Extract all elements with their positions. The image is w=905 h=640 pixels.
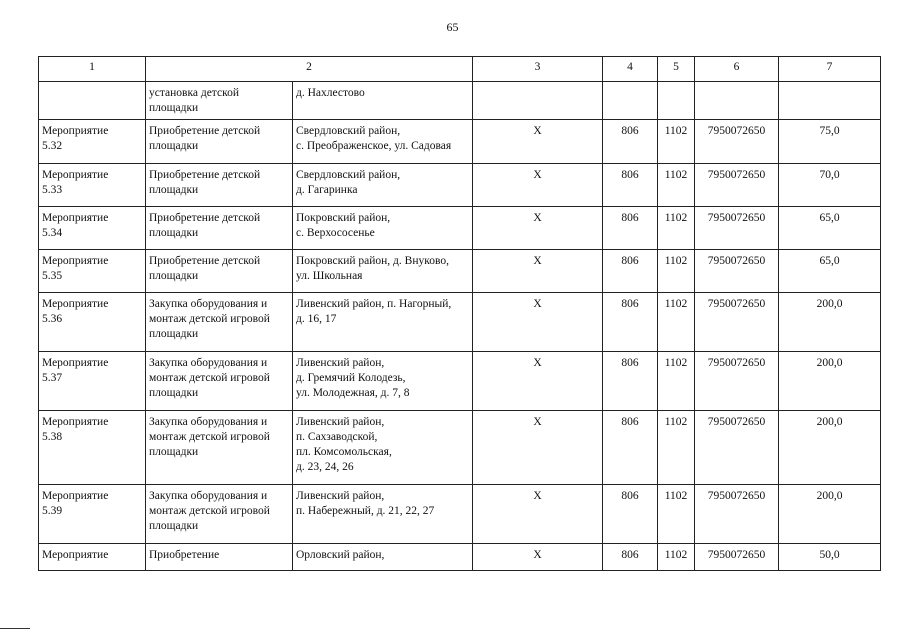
table-row [39,485,881,544]
col3-cell-text: X [533,357,542,369]
col5-cell [658,250,695,293]
name-cell [146,485,293,544]
table-row [39,293,881,352]
col6-cell-text: 7950072650 [707,549,766,561]
location-cell-text: Ливенский район, п. Сахзаводской, пл. Комсомольская, д. 23, 24, 26 [296,416,392,473]
col5-cell-text: 1102 [664,125,688,137]
event-cell [39,293,146,352]
col5-cell-text: 1102 [664,357,688,369]
col4-cell-text: 806 [621,255,639,267]
col7-cell-text: 200,0 [816,298,843,310]
name-cell-text: установка детской площадки [149,87,239,114]
col5-cell-text: 1102 [664,255,688,267]
name-cell [146,544,293,571]
name-cell-text: Закупка оборудования и монтаж детской игровой площадки [149,416,270,458]
header-row [39,57,881,82]
name-cell [146,120,293,164]
col4-cell [603,207,658,250]
col3-cell [473,120,603,164]
scan-mark [0,628,30,631]
col5-cell [658,544,695,571]
location-cell [293,544,473,571]
col6-cell-text: 7950072650 [707,416,766,428]
location-cell [293,250,473,293]
event-cell-text: Мероприятие 5.35 [42,255,109,282]
table-row [39,411,881,485]
location-cell-text: д. Нахлестово [296,87,365,99]
col4-cell-text: 806 [621,357,639,369]
event-cell [39,207,146,250]
col3-cell [473,485,603,544]
col5-cell [658,485,695,544]
col4-cell-text: 806 [621,298,639,310]
event-cell-text: Мероприятие 5.38 [42,416,109,443]
col3-cell-text: X [533,169,542,181]
col4-cell [603,544,658,571]
col5-cell-text: 1102 [664,298,688,310]
location-cell [293,293,473,352]
col6-cell-text: 7950072650 [707,357,766,369]
location-cell-text: Ливенский район, д. Гремячий Колодезь, ул. Молодежная, д. 7, 8 [296,357,410,399]
header-cell-6: 6 [695,57,779,82]
col4-cell-text: 806 [621,549,639,561]
event-cell [39,485,146,544]
location-cell [293,411,473,485]
col6-cell [695,250,779,293]
col5-cell [658,120,695,164]
col7-cell-text: 200,0 [816,490,843,502]
name-cell [146,411,293,485]
col3-cell [473,411,603,485]
col6-cell-text: 7950072650 [707,298,766,310]
col5-cell [658,82,695,120]
col6-cell [695,485,779,544]
name-cell-text: Закупка оборудования и монтаж детской игровой площадки [149,298,270,340]
col3-cell [473,352,603,411]
col7-cell [779,207,881,250]
name-cell-text: Приобретение [149,549,220,561]
col7-cell [779,82,881,120]
col3-cell [473,250,603,293]
col4-cell [603,411,658,485]
col4-cell [603,293,658,352]
name-cell-text: Закупка оборудования и монтаж детской игровой площадки [149,490,270,532]
col7-cell [779,164,881,207]
name-cell-text: Приобретение детской площадки [149,169,261,196]
page-number: 65 [446,20,459,34]
header-cell-4: 4 [603,57,658,82]
col5-cell [658,411,695,485]
col7-cell [779,293,881,352]
col3-cell [473,544,603,571]
location-cell-text: Свердловский район, с. Преображенское, ул. Садовая [296,125,452,152]
col6-cell [695,164,779,207]
event-cell-text: Мероприятие 5.37 [42,357,109,384]
event-cell [39,352,146,411]
col7-cell [779,120,881,164]
col7-cell-text: 65,0 [819,255,840,267]
col5-cell-text: 1102 [664,416,688,428]
col6-cell [695,544,779,571]
location-cell [293,352,473,411]
col4-cell-text: 806 [621,125,639,137]
event-cell [39,544,146,571]
header-cell-1: 1 [39,57,146,82]
budget-table [38,56,881,571]
name-cell [146,207,293,250]
col7-cell [779,352,881,411]
event-cell-text: Мероприятие 5.33 [42,169,109,196]
col5-cell-text: 1102 [664,212,688,224]
event-cell-text: Мероприятие 5.34 [42,212,109,239]
col7-cell-text: 65,0 [819,212,840,224]
location-cell [293,485,473,544]
location-cell-text: Свердловский район, д. Гагаринка [296,169,401,196]
col7-cell-text: 70,0 [819,169,840,181]
name-cell-text: Закупка оборудования и монтаж детской игровой площадки [149,357,270,399]
location-cell-text: Ливенский район, п. Нагорный, д. 16, 17 [296,298,452,325]
header-cell-5: 5 [658,57,695,82]
col4-cell-text: 806 [621,490,639,502]
name-cell [146,352,293,411]
col6-cell-text: 7950072650 [707,125,766,137]
col4-cell [603,82,658,120]
col6-cell [695,411,779,485]
name-cell-text: Приобретение детской площадки [149,255,261,282]
col3-cell [473,293,603,352]
name-cell-text: Приобретение детской площадки [149,212,261,239]
col7-cell [779,411,881,485]
col5-cell-text: 1102 [664,169,688,181]
col3-cell-text: X [533,549,542,561]
col3-cell-text: X [533,255,542,267]
col5-cell [658,352,695,411]
col4-cell-text: 806 [621,169,639,181]
col4-cell [603,120,658,164]
location-cell [293,82,473,120]
name-cell [146,164,293,207]
col6-cell-text: 7950072650 [707,490,766,502]
table-row [39,250,881,293]
location-cell-text: Покровский район, с. Верхососенье [296,212,391,239]
event-cell-text: Мероприятие 5.36 [42,298,109,325]
col3-cell-text: X [533,212,542,224]
col4-cell [603,164,658,207]
location-cell-text: Покровский район, д. Внуково, ул. Школьная [296,255,449,282]
name-cell [146,250,293,293]
col6-cell-text: 7950072650 [707,212,766,224]
col3-cell [473,82,603,120]
col7-cell-text: 200,0 [816,357,843,369]
col6-cell [695,207,779,250]
event-cell-text: Мероприятие 5.32 [42,125,109,152]
header-cell-2: 2 [146,57,473,82]
col4-cell-text: 806 [621,416,639,428]
table-row [39,207,881,250]
location-cell-text: Орловский район, [296,549,385,561]
col6-cell-text: 7950072650 [707,169,766,181]
col5-cell-text: 1102 [664,549,688,561]
header-cell-3: 3 [473,57,603,82]
col3-cell [473,207,603,250]
event-cell [39,411,146,485]
col3-cell [473,164,603,207]
name-cell [146,293,293,352]
col7-cell-text: 200,0 [816,416,843,428]
col6-cell [695,120,779,164]
col7-cell [779,250,881,293]
location-cell-text: Ливенский район, п. Набережный, д. 21, 22, 27 [296,490,435,517]
name-cell-text: Приобретение детской площадки [149,125,261,152]
col4-cell [603,485,658,544]
event-cell [39,250,146,293]
col5-cell [658,293,695,352]
col7-cell-text: 50,0 [819,549,840,561]
location-cell [293,207,473,250]
event-cell-text: Мероприятие 5.39 [42,490,109,517]
col7-cell-text: 75,0 [819,125,840,137]
col5-cell [658,207,695,250]
event-cell [39,82,146,120]
event-cell [39,164,146,207]
col3-cell-text: X [533,490,542,502]
col7-cell [779,544,881,571]
col5-cell [658,164,695,207]
col5-cell-text: 1102 [664,490,688,502]
table-row [39,352,881,411]
col4-cell [603,352,658,411]
table-row [39,544,881,571]
col4-cell-text: 806 [621,212,639,224]
location-cell [293,164,473,207]
name-cell [146,82,293,120]
col6-cell [695,352,779,411]
col6-cell [695,82,779,120]
col6-cell-text: 7950072650 [707,255,766,267]
col3-cell-text: X [533,125,542,137]
location-cell [293,120,473,164]
table-row [39,82,881,120]
col6-cell [695,293,779,352]
col7-cell [779,485,881,544]
table-row [39,120,881,164]
col4-cell [603,250,658,293]
event-cell-text: Мероприятие [42,549,109,561]
table-row [39,164,881,207]
col3-cell-text: X [533,298,542,310]
event-cell [39,120,146,164]
header-cell-7: 7 [779,57,881,82]
col3-cell-text: X [533,416,542,428]
